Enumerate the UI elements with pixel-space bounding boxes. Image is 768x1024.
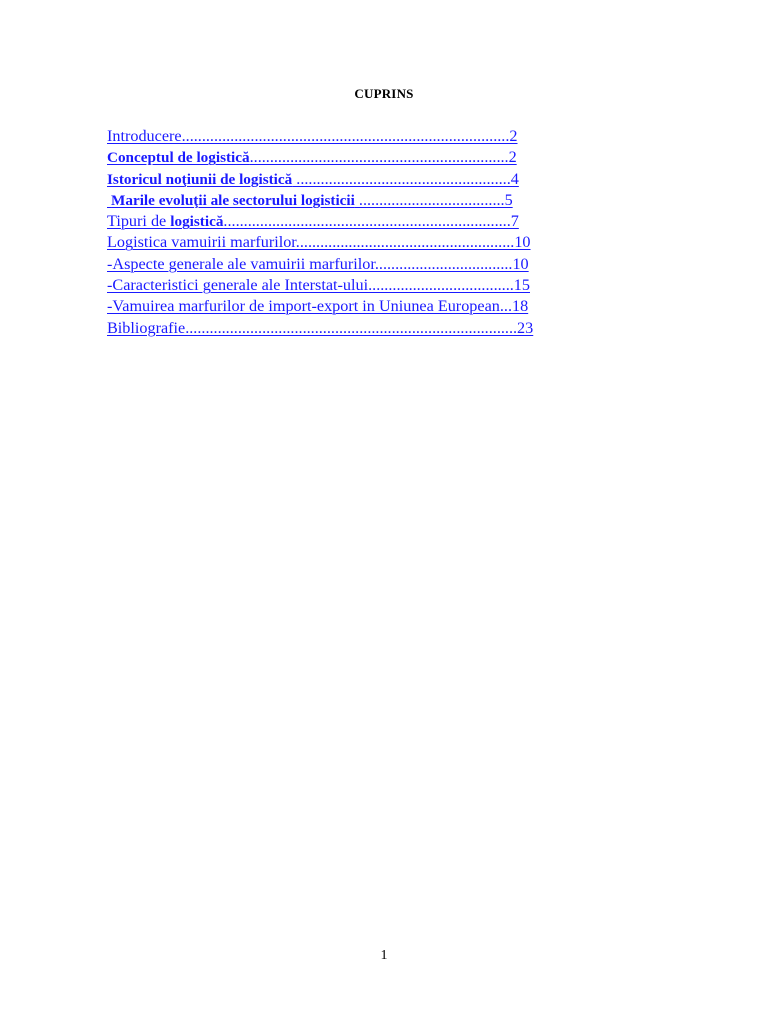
toc-link-aspecte-generale[interactable]: -Aspecte generale ale vamuirii marfurilor..................................10 [107, 254, 529, 273]
toc-link-istoricul[interactable]: Istoricul noţiunii de logistică .....................................................4 [107, 169, 519, 188]
toc-list-item [107, 318, 533, 339]
toc-list-item [107, 275, 533, 296]
toc-list-item [107, 232, 533, 253]
toc-link-bibliografie[interactable]: Bibliografie..................................................................................23 [107, 318, 534, 337]
toc-link-logistica-vamuirii[interactable]: Logistica vamuirii marfurilor......................................................10 [107, 233, 531, 252]
toc-list-item [107, 126, 533, 147]
toc-list-item [107, 211, 533, 232]
toc-list-item [107, 254, 533, 275]
toc-link-introducere[interactable]: Introducere.................................................................................2 [107, 127, 518, 145]
toc-list-item [107, 147, 533, 168]
toc-link-caracteristici[interactable]: -Caracteristici generale ale Interstat-ului....................................15 [107, 276, 530, 295]
toc-list-item [107, 169, 533, 190]
toc-link-marile-evolutii[interactable]: Marile evoluţii ale sectorului logisticii ....................................5 [111, 190, 513, 209]
page-number: 1 [380, 948, 388, 963]
toc-list-item [107, 190, 533, 211]
toc-link-tipuri[interactable]: Tipuri de logistică.......................................................................7 [107, 212, 519, 231]
toc-link-conceptul[interactable]: Conceptul de logistică................................................................2 [107, 148, 517, 167]
table-of-contents [107, 126, 533, 339]
toc-link-vamuirea-marfurilor[interactable]: -Vamuirea marfurilor de import-export in Uniunea European...18 [107, 297, 529, 316]
page-title: CUPRINS [354, 86, 414, 101]
toc-list-item [107, 296, 533, 317]
